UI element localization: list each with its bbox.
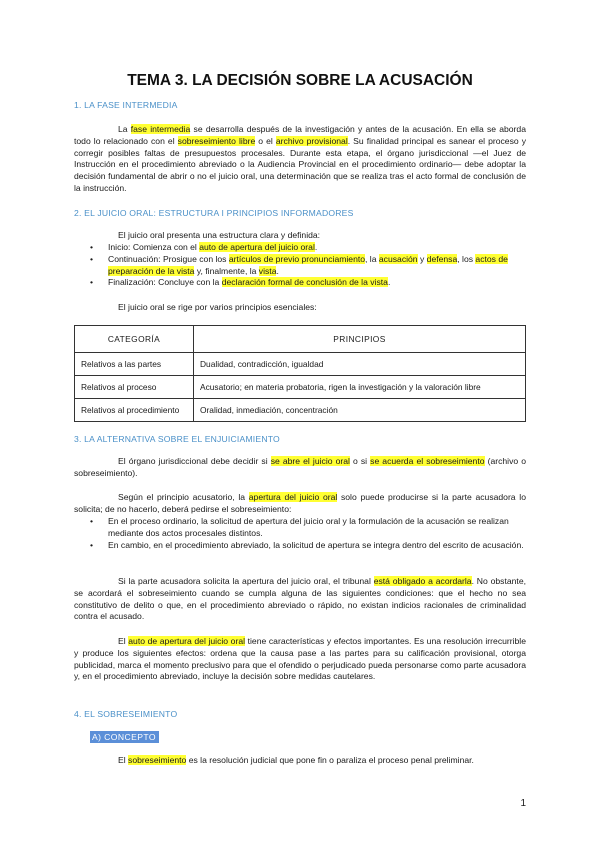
highlight: acusación [378, 253, 418, 264]
table-cell: Relativos al proceso [75, 376, 194, 399]
section-2-intro: El juicio oral presenta una estructura clara y definida: [118, 230, 321, 240]
page-number: 1 [520, 798, 526, 809]
section-3-paragraph-2: Según el principio acusatorio, la apertura del juicio oral solo puede producirse si la parte acusadora lo solicita; de no hacerlo, deberá pedirse el sobreseimiento: [74, 492, 526, 514]
section-3-heading: 3. LA ALTERNATIVA SOBRE EL ENJUICIAMIENTO [74, 434, 280, 444]
highlight: actos de preparación de la vista [108, 253, 508, 276]
subsection-heading: A) CONCEPTO [90, 731, 159, 743]
list-item: • En cambio, en el procedimiento abreviado, la solicitud de apertura se integra dentro del escrito de acusación. [74, 540, 526, 552]
structure-list [74, 242, 526, 289]
list-item: • En el proceso ordinario, la solicitud de apertura del juicio oral y la formulación de la acusación se realizan mediante dos actos procesales distintos. [74, 516, 526, 540]
page-title: TEMA 3. LA DECISIÓN SOBRE LA ACUSACIÓN [127, 72, 473, 89]
process-list [74, 516, 526, 551]
section-3-paragraph-4: El auto de apertura del juicio oral tiene características y efectos importantes. Es una resolución irrecurrible y produce los siguientes efectos: ordena que la causa pase a las partes para su calificación provisional, otorga publicidad, marca el momento preclusivo para que el ofendido o perjudicado pueda personarse como parte acusadora y, en el procedimiento abreviado, incluye la decisión sobre medidas cautelares. [74, 636, 526, 682]
table-row [75, 376, 526, 399]
highlight: archivo provisional [275, 135, 348, 146]
highlight: defensa [426, 253, 458, 264]
table-cell: Relativos a las partes [75, 353, 194, 376]
highlight: sobreseimiento [128, 755, 187, 765]
list-item: • Finalización: Concluye con la declaración formal de conclusión de la vista. [74, 277, 526, 289]
section-1-heading: 1. LA FASE INTERMEDIA [74, 100, 178, 110]
section-1-paragraph: La fase intermedia se desarrolla después de la investigación y antes de la acusación. En ella se aborda todo lo relacionado con el sobreseimiento libre o el archivo provisional. Su finalidad principal es sanear el proceso y corregir posibles faltas de presupuestos procesales. Durante esta etapa, el órgano jurisdiccional —el Juez de Instrucción en el procedimiento abreviado o la Audiencia Provincial en el procedimiento ordinario— debe adoptar la decisión fundamental de abrir o no el juicio oral, una determinación que se realiza tras el acto formal de conclusión de la instrucción. [74, 124, 526, 193]
table-header-row [75, 326, 526, 353]
highlight: se acuerda el sobreseimiento [370, 456, 485, 466]
table-cell: Dualidad, contradicción, igualdad [194, 353, 526, 376]
list-item: • Inicio: Comienza con el auto de apertura del juicio oral. [74, 242, 526, 254]
table-cell: Oralidad, inmediación, concentración [194, 399, 526, 422]
table-cell: Relativos al procedimiento [75, 399, 194, 422]
section-4-paragraph: El sobreseimiento es la resolución judicial que pone fin o paraliza el proceso penal preliminar. [118, 755, 474, 765]
highlight: apertura del juicio oral [248, 492, 338, 502]
list-item: • Continuación: Prosigue con los artículos de previo pronunciamiento, la acusación y defensa, los actos de preparación de la vista y, finalmente, la vista. [74, 254, 526, 278]
section-3-paragraph-3: Si la parte acusadora solicita la apertura del juicio oral, el tribunal está obligado a acordarla. No obstante, se acordará el sobreseimiento cuando se cumpla alguna de las siguientes condiciones: que el hecho no sea constitutivo de delito o que, en el procedimiento abreviado o rápido, no existan indicios racionales de criminalidad contra el acusado. [74, 576, 526, 622]
highlight: vista [258, 265, 277, 276]
table-cell: Acusatorio; en materia probatoria, rigen la investigación y la valoración libre [194, 376, 526, 399]
section-4-heading: 4. EL SOBRESEIMIENTO [74, 709, 178, 719]
highlight: sobreseimiento libre [177, 135, 256, 146]
section-2-heading: 2. EL JUICIO ORAL: ESTRUCTURA I PRINCIPIOS INFORMADORES [74, 208, 354, 218]
highlight: está obligado a acordarla [373, 576, 472, 586]
highlight: fase intermedia [130, 124, 191, 134]
principles-table [74, 325, 526, 422]
highlight: artículos de previo pronunciamiento [228, 253, 366, 264]
highlight: auto de apertura del juicio oral [199, 242, 315, 252]
table-header: CATEGORÍA [75, 326, 194, 353]
highlight: auto de apertura del juicio oral [128, 636, 246, 646]
table-header: PRINCIPIOS [194, 326, 526, 353]
table-row [75, 399, 526, 422]
highlight: se abre el juicio oral [270, 456, 350, 466]
highlight: declaración formal de conclusión de la vista [221, 277, 388, 288]
table-row [75, 353, 526, 376]
principles-intro: El juicio oral se rige por varios principios esenciales: [118, 302, 317, 312]
section-3-paragraph-1: El órgano jurisdiccional debe decidir si se abre el juicio oral o si se acuerda el sobreseimiento (archivo o sobreseimiento). [74, 456, 527, 478]
